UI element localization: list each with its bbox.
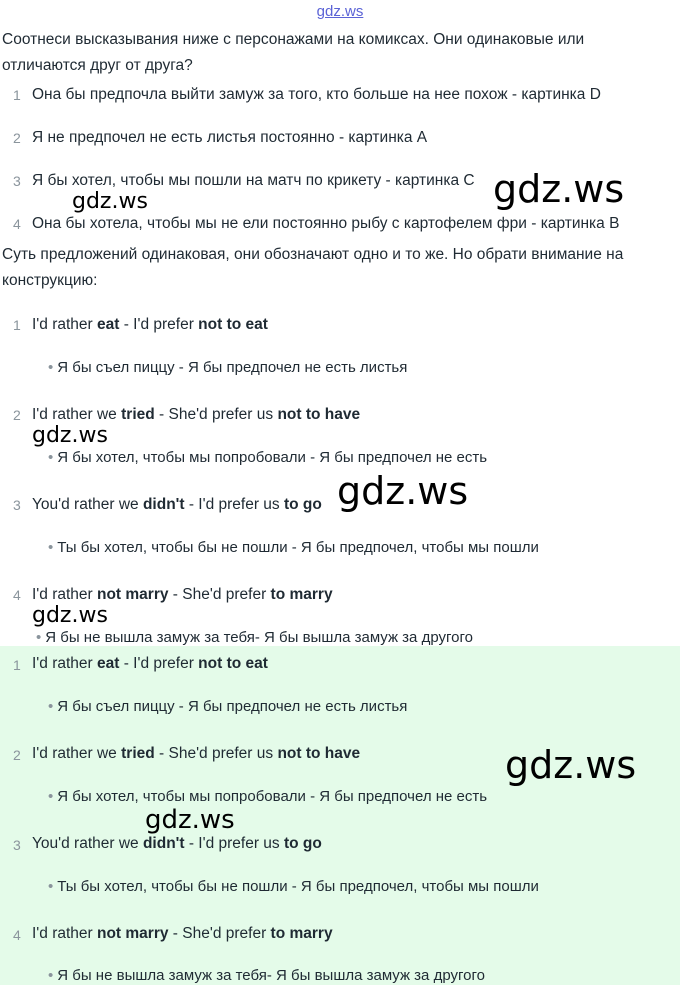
pair-sentence: You'd rather we didn't - I'd prefer us to go xyxy=(32,835,322,852)
pair-sentence: You'd rather we didn't - I'd prefer us to go xyxy=(32,496,322,513)
pair-number: 1 xyxy=(13,317,21,333)
watermark: gdz.ws xyxy=(337,469,469,513)
pair-number: 2 xyxy=(13,407,21,423)
pair-translation: • Ты бы хотел, чтобы бы не пошли - Я бы предпочел, чтобы мы пошли xyxy=(48,539,539,556)
pair-number: 1 xyxy=(13,657,21,673)
watermark: gdz.ws xyxy=(72,189,148,214)
match-number: 3 xyxy=(13,173,21,189)
pair-number: 3 xyxy=(13,497,21,513)
explanation-line-1: Суть предложений одинаковая, они обозначают одно и то же. Но обрати внимание на xyxy=(2,246,624,263)
pair-translation: • Я бы хотел, чтобы мы попробовали - Я бы предпочел не есть xyxy=(48,788,488,805)
match-item: Я не предпочел не есть листья постоянно - картинка A xyxy=(32,129,428,146)
pair-sentence: I'd rather eat - I'd prefer not to eat xyxy=(32,655,268,672)
pair-sentence: I'd rather eat - I'd prefer not to eat xyxy=(32,316,268,333)
pair-sentence: I'd rather not marry - She'd prefer to marry xyxy=(32,586,333,603)
pair-number: 3 xyxy=(13,837,21,853)
pair-number: 2 xyxy=(13,747,21,763)
pair-sentence: I'd rather we tried - She'd prefer us not to have xyxy=(32,745,361,762)
pair-number: 4 xyxy=(13,927,21,943)
pair-translation: • Ты бы хотел, чтобы бы не пошли - Я бы предпочел, чтобы мы пошли xyxy=(48,878,539,895)
watermark: gdz.ws xyxy=(145,805,235,835)
pair-translation: • Я бы съел пиццу - Я бы предпочел не есть листья xyxy=(48,698,408,715)
explanation-line-2: конструкцию: xyxy=(2,272,98,289)
pair-sentence: I'd rather not marry - She'd prefer to marry xyxy=(32,925,333,942)
match-number: 4 xyxy=(13,216,21,232)
watermark: gdz.ws xyxy=(32,603,108,628)
pair-number: 4 xyxy=(13,587,21,603)
watermark: gdz.ws xyxy=(505,743,637,787)
pair-translation: • Я бы не вышла замуж за тебя- Я бы вышла замуж за другого xyxy=(36,629,473,646)
match-item: Она бы предпочла выйти замуж за того, кто больше на нее похож - картинка D xyxy=(32,86,601,103)
watermark: gdz.ws xyxy=(32,423,108,448)
match-item: Она бы хотела, чтобы мы не ели постоянно рыбу с картофелем фри - картинка B xyxy=(32,215,620,232)
pair-translation: • Я бы не вышла замуж за тебя- Я бы вышла замуж за другого xyxy=(48,967,485,984)
match-number: 2 xyxy=(13,130,21,146)
pair-sentence: I'd rather we tried - She'd prefer us not to have xyxy=(32,406,361,423)
match-item: Я бы хотел, чтобы мы пошли на матч по крикету - картинка C xyxy=(32,172,475,189)
watermark: gdz.ws xyxy=(493,167,625,211)
intro-line-1: Соотнеси высказывания ниже с персонажами на комиксах. Они одинаковые или xyxy=(2,31,585,48)
pair-translation: • Я бы хотел, чтобы мы попробовали - Я бы предпочел не есть xyxy=(48,449,488,466)
intro-line-2: отличаются друг от друга? xyxy=(2,57,193,74)
site-link[interactable]: gdz.ws xyxy=(316,3,364,20)
match-number: 1 xyxy=(13,87,21,103)
pair-translation: • Я бы съел пиццу - Я бы предпочел не есть листья xyxy=(48,359,408,376)
